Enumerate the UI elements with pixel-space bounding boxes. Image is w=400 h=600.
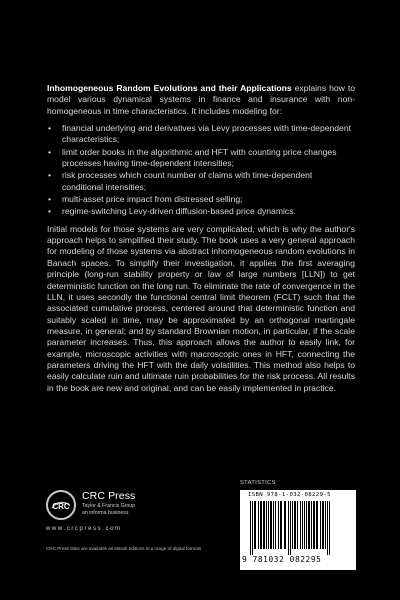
barcode-bar: [292, 501, 293, 549]
publisher-url: www.crcpress.com: [46, 526, 122, 532]
barcode-bar: [280, 501, 282, 549]
barcode-bar: [252, 501, 253, 555]
publisher-group: Taylor & Francis Group: [82, 503, 136, 509]
crc-press-logo: [46, 490, 76, 520]
list-item: • limit order books in the algorithmic and HFT with counting price changes processes having time-dependent intensities;: [47, 147, 355, 170]
crc-logo-text: CRC: [52, 502, 70, 511]
barcode-bar: [266, 501, 267, 549]
barcode-bar: [306, 501, 307, 549]
barcode-bar: [316, 501, 318, 549]
barcode-bar: [320, 501, 321, 549]
barcode-bar: [284, 501, 286, 549]
barcode-bar: [294, 501, 296, 549]
barcode-bar: [300, 501, 301, 549]
barcode-bar: [263, 501, 265, 549]
barcode-bar: [322, 501, 324, 549]
barcode-bars: [246, 501, 350, 555]
barcode-bar: [297, 501, 298, 549]
barcode-bar: [250, 501, 251, 555]
barcode-bar: [288, 501, 289, 555]
barcode-bar: [278, 501, 279, 549]
book-description: [47, 83, 355, 394]
list-item: • financial underlying and derivatives via Levy processes with time-dependent characteristics;: [47, 123, 355, 146]
barcode-bar: [302, 501, 303, 549]
barcode-bar: [270, 501, 272, 549]
isbn-label: ISBN 978-1-032-08229-5: [248, 492, 331, 498]
subject-category: STATISTICS: [240, 480, 276, 486]
barcode-bar: [290, 501, 291, 555]
barcode-bar: [313, 501, 315, 549]
crc-logo-mark: [48, 492, 74, 518]
barcode-bar: [308, 501, 310, 549]
publisher-name: CRC Press: [82, 490, 136, 502]
ebook-note: CRC Press titles are available as eBook editions in a range of digital formats: [46, 546, 202, 551]
list-item: • multi-asset price impact from distressed selling;: [47, 194, 355, 205]
list-item: • regime-switching Levy-driven diffusion-based price dynamics.: [47, 206, 355, 217]
barcode-bar: [258, 501, 259, 549]
barcode-bar: [260, 501, 262, 549]
barcode-bar: [273, 501, 274, 549]
barcode-bar: [268, 501, 269, 549]
publisher-tagline: an informa business: [82, 510, 129, 516]
body-paragraph: Initial models for those systems are very complicated, which is why the author's approach helps to simplified their study. The book uses a very general approach for modeling of those systems via abstract inhomogeneous random evolutions in Banach spaces. To simplify their investigation, it applies the first averaging principle (long-run stability property or law of large numbers [LLN]) to get deterministic function on the long run. To eliminate the rate of convergence in the LLN, it uses secondly the functional central limit theorem (FCLT) such that the associated cumulative process, centered around that deterministic function and suitably scaled in time, may be approximated by an orthogonal martingale measure, in general; and by standard Brownian motion, in particular, if the scale parameter increases. Thus, this approach allows the author to easily link, for example, microscopic activities with macroscopic ones in HFT, connecting the parameters driving the HFT with the daily volatilities. This method also helps to easily calculate ruin and ultimate ruin probabilities for the risk process. All results in the book are new and original, and can be easily implemented in practice.: [47, 223, 355, 393]
intro-paragraph: [47, 83, 355, 117]
barcode-bar: [254, 501, 256, 549]
barcode-digits: 9 781032 082295: [242, 555, 322, 564]
barcode-bar: [329, 501, 330, 555]
intro-text: explains how to model various dynamical systems in finance and insurance with non-homogeneous in time characteristics. It includes modeling for:: [47, 83, 355, 116]
isbn-barcode: [240, 490, 356, 570]
barcode-bar: [325, 501, 326, 549]
list-item: • risk processes which count number of claims with time-dependent conditional intensities;: [47, 170, 355, 193]
book-title-inline: Inhomogeneous Random Evolutions and their Applications: [47, 83, 292, 93]
modeling-list: [47, 123, 355, 218]
barcode-bar: [327, 501, 328, 555]
barcode-bar: [311, 501, 312, 549]
barcode-bar: [275, 501, 276, 549]
barcode-bar: [304, 501, 305, 549]
